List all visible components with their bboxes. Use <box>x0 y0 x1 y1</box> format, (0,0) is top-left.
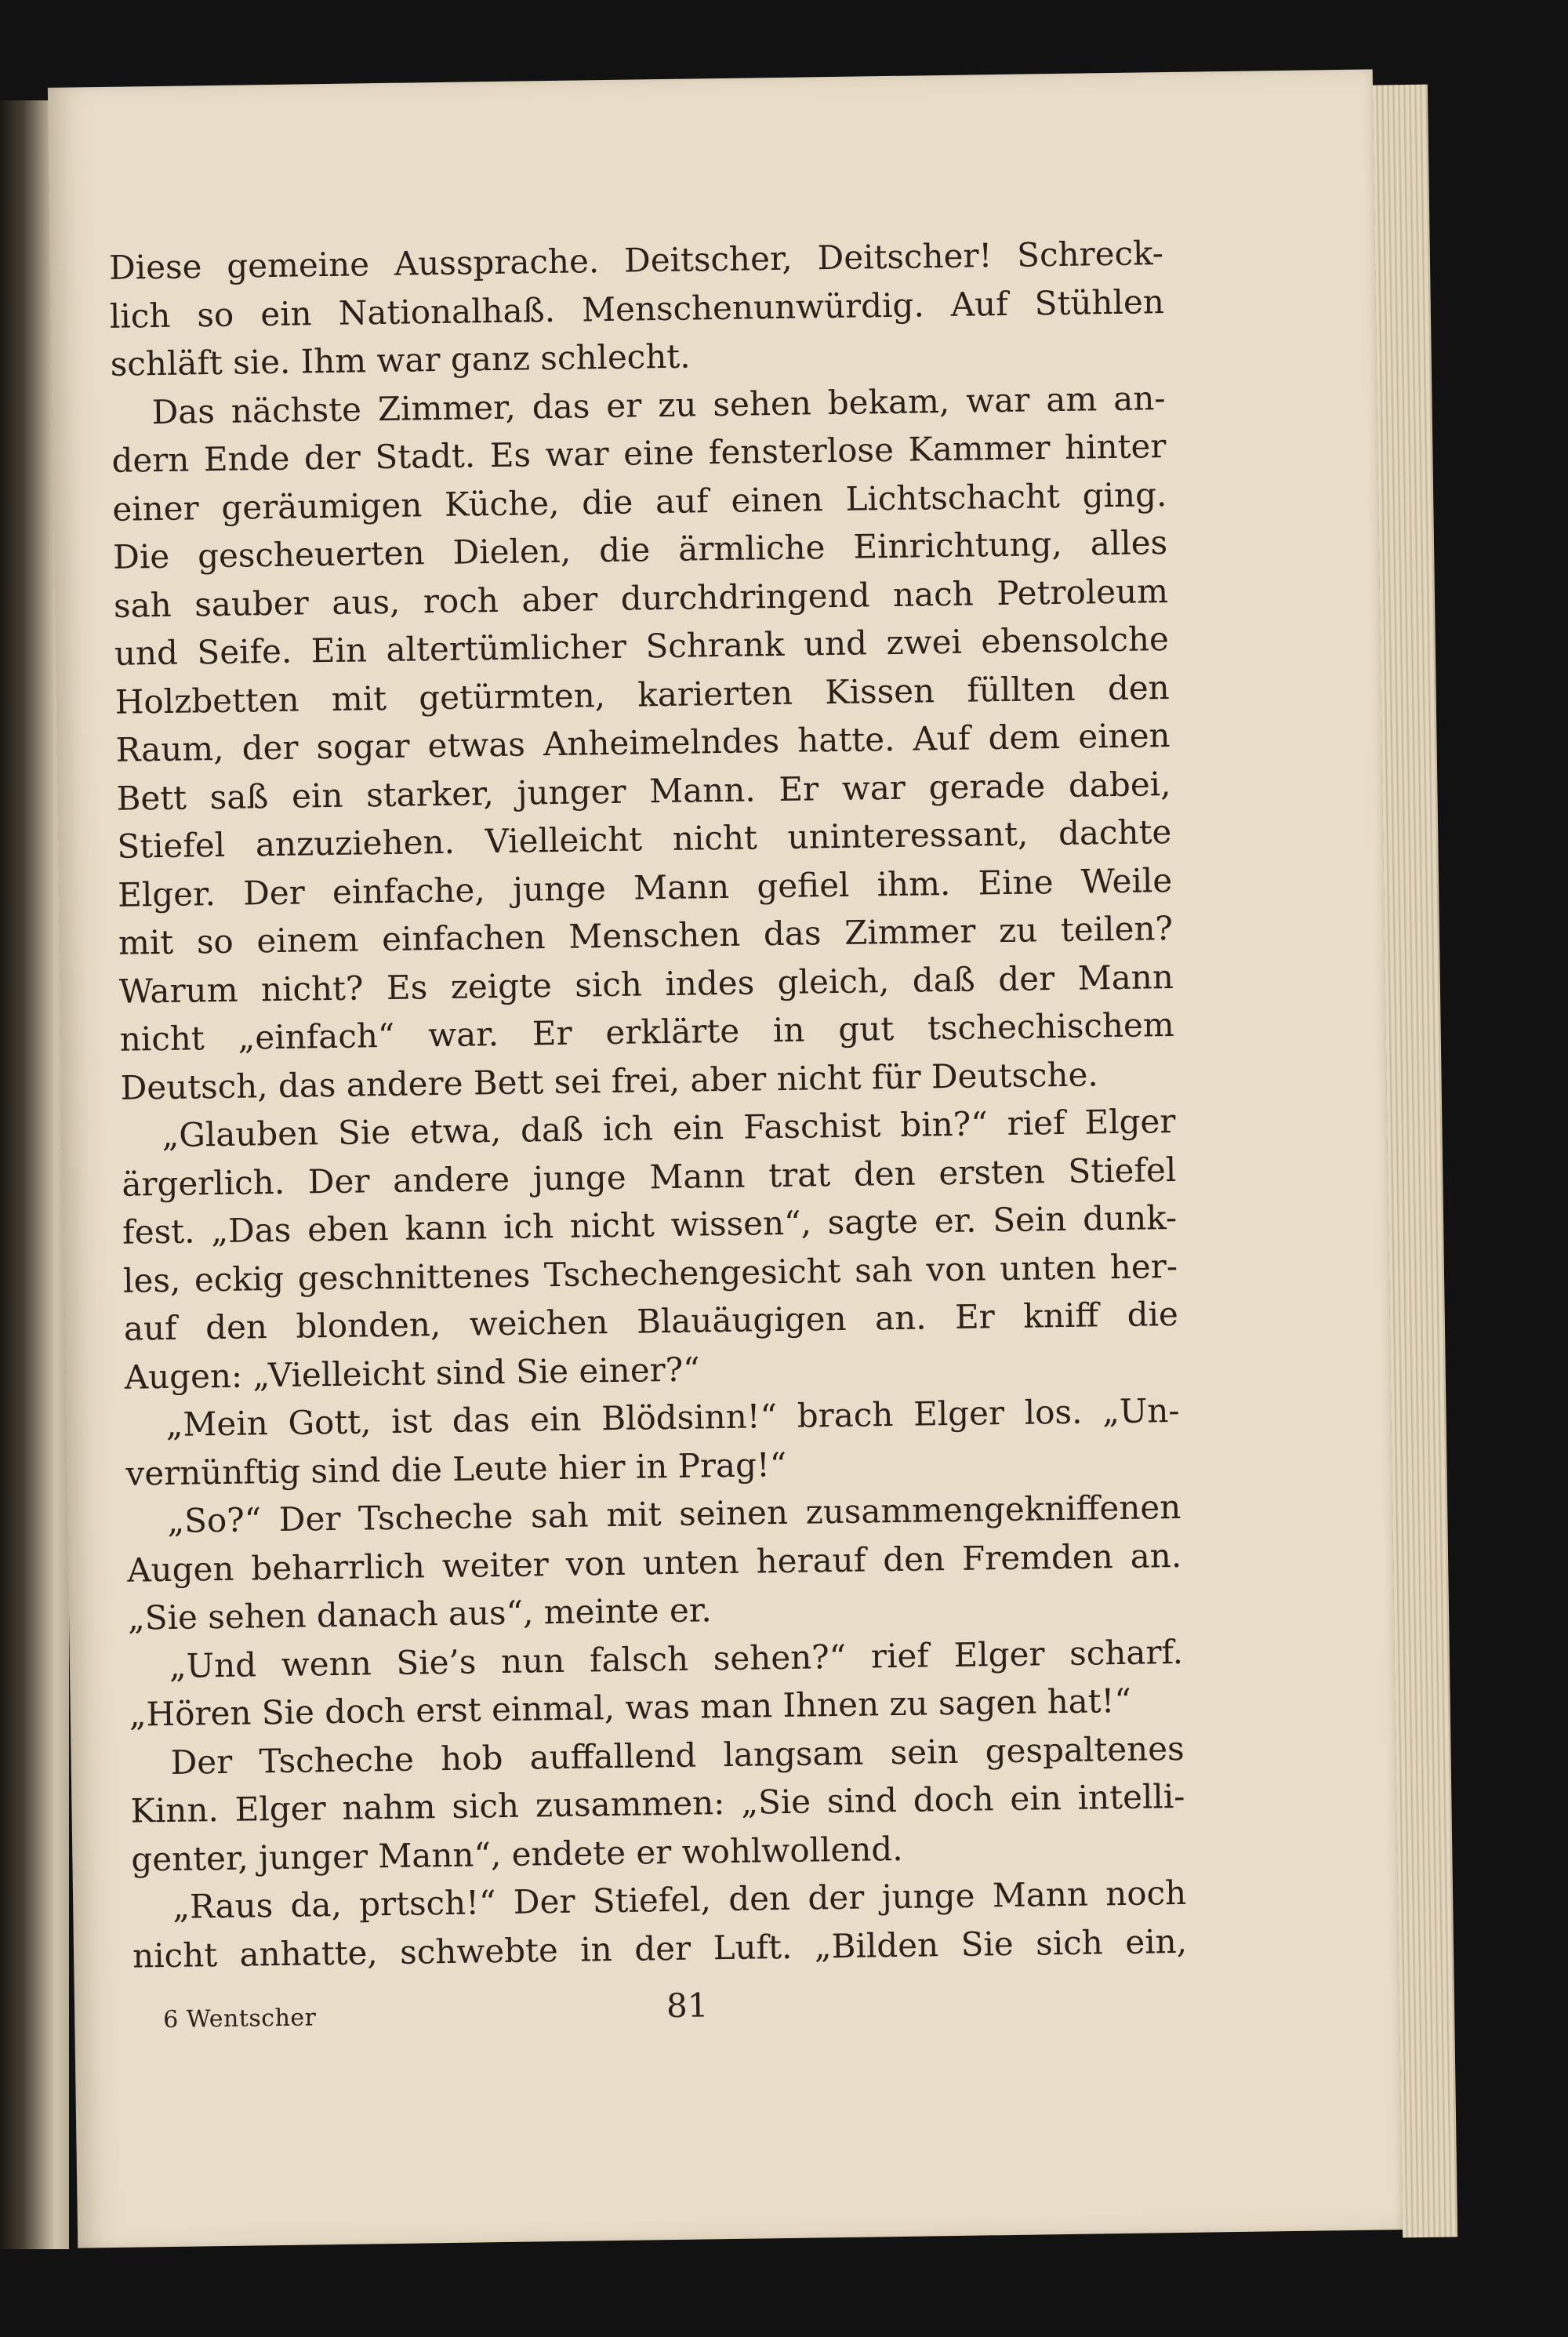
text-line: Warum nicht? Es zeigte sich indes gleich, daß der Mann <box>118 957 1174 1011</box>
body-text <box>109 229 1188 1980</box>
text-line: „Raus da, prtsch!“ Der Stiefel, den der junge Mann noch <box>172 1873 1187 1926</box>
text-line: Das nächste Zimmer, das er zu sehen bekam, war am an- <box>151 378 1166 431</box>
text-line: schläft sie. Ihm war ganz schlecht. <box>110 336 691 383</box>
text-line: nicht anhatte, schwebte in der Luft. „Bilden Sie sich ein, <box>132 1921 1188 1975</box>
text-line: Kinn. Elger nahm sich zusammen: „Sie sind doch ein intelli- <box>130 1776 1185 1830</box>
text-line: und Seife. Ein altertümlicher Schrank und zwei ebensolche <box>114 620 1170 673</box>
text-line: mit so einem einfachen Menschen das Zimmer zu teilen? <box>118 909 1174 962</box>
text-line: dern Ende der Stadt. Es war eine fensterlose Kammer hinter <box>111 427 1167 480</box>
text-line: Stiefel anzuziehen. Vielleicht nicht uninteressant, dachte <box>117 812 1172 866</box>
text-line: Augen beharrlich weiter von unten herauf den Fremden an. <box>126 1536 1182 1590</box>
text-line: lich so ein Nationalhaß. Menschenunwürdig. Auf Stühlen <box>109 282 1165 336</box>
text-line: genter, junger Mann“, endete er wohlwollend. <box>131 1829 903 1879</box>
text-line: Holzbetten mit getürmten, karierten Kissen füllten den <box>114 667 1170 721</box>
text-line: les, eckig geschnittenes Tschechengesicht sah von unten her- <box>122 1246 1178 1300</box>
signature-mark: 6 Wentscher <box>163 2004 317 2034</box>
book-page <box>48 69 1403 2248</box>
text-line: vernünftig sind die Leute hier in Prag!“ <box>125 1445 787 1493</box>
text-line: „Mein Gott, ist das ein Blödsinn!“ brach Elger los. „Un- <box>165 1390 1180 1444</box>
text-line: fest. „Das eben kann ich nicht wissen“, sagte er. Sein dunk- <box>122 1198 1178 1252</box>
text-line: Bett saß ein starker, junger Mann. Er war gerade dabei, <box>116 764 1171 818</box>
text-line: „So?“ Der Tscheche sah mit seinen zusammengekniffenen <box>167 1487 1181 1540</box>
text-line: „Hören Sie doch erst einmal, was man Ihnen zu sagen hat!“ <box>129 1681 1132 1734</box>
text-line: auf den blonden, weichen Blauäugigen an. Er kniff die <box>123 1294 1179 1348</box>
text-line: einer geräumigen Küche, die auf einen Lichtschacht ging. <box>112 474 1167 529</box>
text-line: „Glauben Sie etwa, daß ich ein Faschist bin?“ rief Elger <box>162 1101 1176 1155</box>
text-line: Raum, der sogar etwas Anheimelndes hatte. Auf dem einen <box>115 716 1171 769</box>
text-line: Deutsch, das andere Bett sei frei, aber nicht für Deutsche. <box>120 1054 1099 1107</box>
text-line: Elger. Der einfache, junge Mann gefiel ihm. Eine Weile <box>117 860 1173 914</box>
text-line: „Und wenn Sie’s nun falsch sehen?“ rief Elger scharf. <box>169 1632 1184 1685</box>
text-line: Diese gemeine Aussprache. Deitscher, Deitscher! Schreck- <box>108 234 1164 287</box>
text-line: Die gescheuerten Dielen, die ärmliche Einrichtung, alles <box>112 523 1168 576</box>
text-line: „Sie sehen danach aus“, meinte er. <box>127 1590 712 1637</box>
text-line: sah sauber aus, roch aber durchdringend nach Petroleum <box>113 571 1169 625</box>
text-line: Der Tscheche hob auffallend langsam sein gespaltenes <box>170 1728 1185 1782</box>
text-line: nicht „einfach“ war. Er erklärte in gut tschechischem <box>119 1005 1175 1059</box>
text-line: Augen: „Vielleicht sind Sie einer?“ <box>124 1349 701 1397</box>
text-line: ärgerlich. Der andere junge Mann trat den ersten Stiefel <box>122 1150 1177 1204</box>
page-number: 81 <box>666 1986 709 2026</box>
